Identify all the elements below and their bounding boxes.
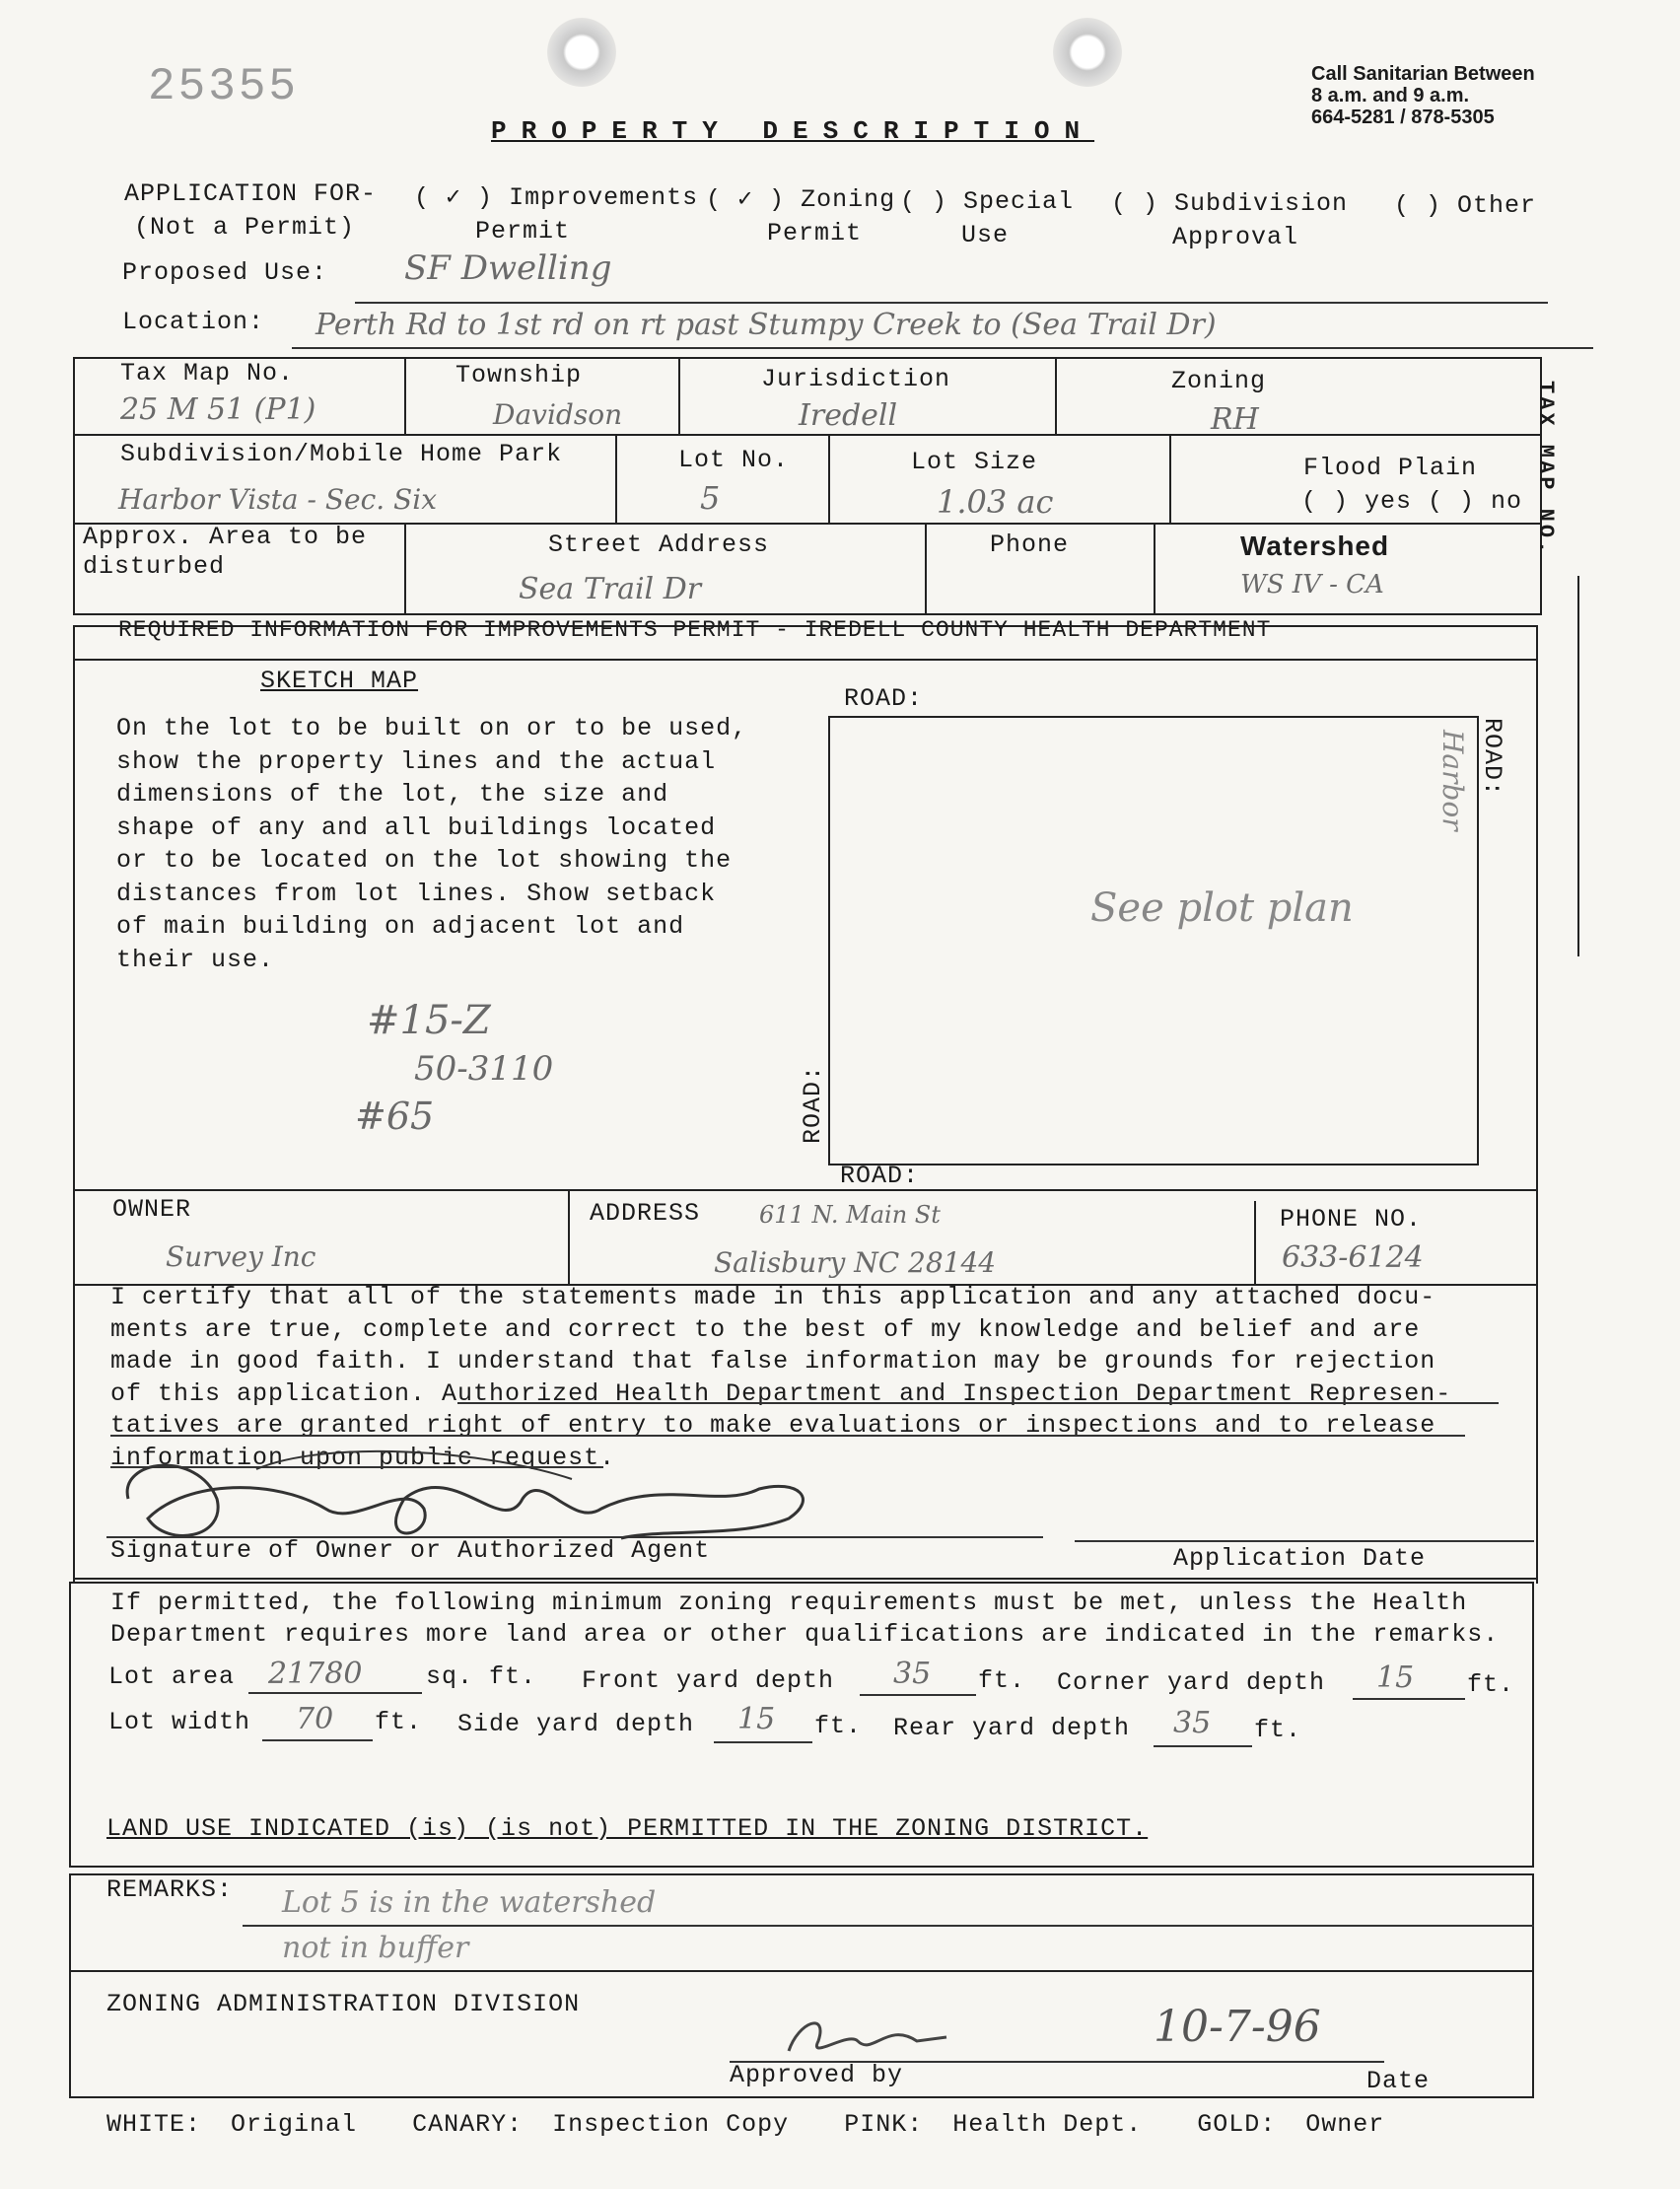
certification-underline-1	[457, 1402, 1499, 1404]
lot-size-label: Lot Size	[911, 448, 1038, 476]
zoning-admin-label: ZONING ADMINISTRATION DIVISION	[106, 1990, 581, 2018]
form-number: 25355	[148, 61, 300, 112]
white-value: Original	[231, 2110, 358, 2139]
lot-width-value[interactable]: 70	[296, 1702, 334, 1736]
proposed-use-value[interactable]: SF Dwelling	[404, 248, 612, 288]
lot-area-label: Lot area	[108, 1662, 236, 1691]
rear-yard-label: Rear yard depth	[893, 1714, 1131, 1742]
instruction-line: or to be located on the lot showing the	[116, 846, 733, 875]
street-address-value[interactable]: Sea Trail Dr	[519, 572, 702, 606]
tax-map-label: Tax Map No.	[120, 359, 295, 388]
sketch-instructions	[116, 712, 747, 976]
instruction-line: On the lot to be built on or to be used,	[116, 714, 748, 742]
approved-date-value[interactable]: 10-7-96	[1154, 2002, 1321, 2052]
improvements-left-border	[73, 625, 75, 1191]
road-label-bottom: ROAD:	[840, 1162, 920, 1190]
subdivision-label-1: Subdivision	[1174, 189, 1349, 218]
address-line-2[interactable]: Salisbury NC 28144	[714, 1246, 997, 1279]
special-use-label-2: Use	[961, 221, 1010, 249]
jurisdiction-value[interactable]: Iredell	[799, 398, 898, 433]
sq-ft-label: sq. ft.	[426, 1662, 537, 1691]
address-label: ADDRESS	[590, 1199, 701, 1228]
area-disturbed-line1: Approx. Area to be	[83, 523, 368, 551]
side-yard-ft: ft.	[814, 1712, 863, 1740]
corner-yard-label: Corner yard depth	[1057, 1668, 1326, 1697]
corner-yard-value[interactable]: 15	[1376, 1660, 1415, 1695]
flood-plain-label: Flood Plain	[1303, 454, 1478, 482]
zoning-intro	[110, 1588, 1499, 1651]
option-subdivision-approval[interactable]	[1111, 187, 1348, 254]
area-disturbed-label	[83, 523, 367, 582]
page-title: PROPERTY DESCRIPTION	[491, 116, 1095, 146]
lot-width-ft: ft.	[375, 1708, 423, 1736]
lot-area-value[interactable]: 21780	[268, 1657, 363, 1691]
handwritten-note-3: #65	[355, 1094, 435, 1138]
certification-line: I certify that all of the statements made in this application and any attached docu-	[110, 1283, 1436, 1311]
sketch-map-title: SKETCH MAP	[260, 667, 419, 695]
jurisdiction-label: Jurisdiction	[761, 365, 951, 393]
divider	[404, 523, 406, 615]
zoning-permit-label-2: Permit	[767, 219, 863, 247]
application-label-line2: (Not a Permit)	[134, 213, 356, 242]
remarks-value-1[interactable]: Lot 5 is in the watershed	[282, 1885, 657, 1920]
location-value[interactable]: Perth Rd to 1st rd on rt past Stumpy Creek to (Sea Trail Dr)	[315, 308, 1217, 342]
road-label-left: ROAD:	[799, 1064, 827, 1144]
option-special-use[interactable]	[900, 185, 1074, 252]
punch-hole-right	[1053, 18, 1122, 87]
certification-line: made in good faith. I understand that false information may be grounds for rejection	[110, 1347, 1436, 1376]
lot-width-line	[262, 1739, 373, 1741]
improvements-checkbox[interactable]: ( ✓ )	[414, 183, 494, 212]
zoning-permit-label-1: Zoning	[801, 185, 896, 214]
divider	[615, 434, 617, 523]
township-value[interactable]: Davidson	[493, 398, 623, 431]
front-yard-ft: ft.	[978, 1666, 1026, 1695]
subdivision-label-2: Approval	[1172, 223, 1299, 251]
owner-label: OWNER	[112, 1195, 192, 1224]
handwritten-note-1: #15-Z	[367, 998, 491, 1043]
certification-bottom	[73, 1578, 1538, 1580]
lot-width-label: Lot width	[108, 1708, 251, 1736]
punch-hole-left	[547, 18, 616, 87]
special-use-checkbox[interactable]: ( )	[900, 187, 948, 216]
phone-no-label: PHONE NO.	[1280, 1205, 1423, 1234]
sanitarian-notice	[1311, 63, 1535, 128]
flood-plain-options[interactable]: ( ) yes ( ) no	[1301, 487, 1523, 516]
divider	[828, 434, 830, 523]
certification-line: of this application. Authorized Health Department and Inspection Department Represen-	[110, 1378, 1452, 1408]
side-road-note: Harbor	[1436, 730, 1469, 831]
side-yard-label: Side yard depth	[457, 1710, 695, 1738]
lot-area-line	[248, 1692, 422, 1694]
application-label	[124, 177, 377, 245]
front-yard-value[interactable]: 35	[893, 1657, 932, 1691]
improvements-header-divider	[73, 659, 1538, 661]
copy-distribution	[106, 2110, 1384, 2139]
corner-yard-ft: ft.	[1467, 1670, 1515, 1699]
divider	[568, 1189, 570, 1284]
sanitarian-line-2: 8 a.m. and 9 a.m.	[1311, 85, 1470, 106]
certification-line: ments are true, complete and correct to the best of my knowledge and belief and are	[110, 1314, 1421, 1344]
instruction-line: of main building on adjacent lot and	[116, 912, 685, 941]
divider	[1254, 1201, 1256, 1284]
divider	[925, 523, 927, 615]
certification-line: information upon public request.	[110, 1443, 616, 1472]
gold-value: Owner	[1305, 2110, 1385, 2139]
lot-size-value[interactable]: 1.03 ac	[937, 483, 1054, 521]
address-line-1[interactable]: 611 N. Main St	[759, 1201, 941, 1229]
lot-no-label: Lot No.	[678, 446, 790, 474]
improvements-right-border	[1536, 625, 1538, 1191]
area-disturbed-line2: disturbed	[83, 552, 226, 581]
option-other[interactable]	[1394, 191, 1536, 220]
divider	[1055, 357, 1057, 434]
canary-value: Inspection Copy	[552, 2110, 790, 2139]
subdivision-value[interactable]: Harbor Vista - Sec. Six	[118, 483, 437, 516]
special-use-label-1: Special	[963, 187, 1075, 216]
lot-no-value[interactable]: 5	[700, 479, 721, 517]
divider	[1536, 1189, 1538, 1584]
handwritten-note-2: 50-3110	[414, 1049, 554, 1089]
proposed-use-line	[355, 302, 1548, 304]
location-line	[292, 347, 1593, 349]
road-label-right: ROAD:	[1478, 718, 1506, 798]
instruction-line: dimensions of the lot, the size and	[116, 780, 669, 809]
zoning-label: Zoning	[1171, 367, 1267, 395]
canary-label: CANARY:	[412, 2110, 524, 2139]
instruction-line: shape of any and all buildings located	[116, 812, 717, 842]
sketch-note: See plot plan	[1090, 885, 1354, 931]
tax-map-value[interactable]: 25 M 51 (P1)	[120, 392, 316, 427]
sketch-map-area[interactable]	[828, 716, 1479, 1165]
location-label: Location:	[122, 308, 265, 336]
application-date-label: Application Date	[1173, 1544, 1427, 1573]
zoning-value[interactable]: RH	[1211, 402, 1259, 437]
pink-value: Health Dept.	[952, 2110, 1143, 2139]
option-zoning-permit[interactable]	[706, 183, 895, 250]
pink-label: PINK:	[844, 2110, 924, 2139]
remarks-value-2[interactable]: not in buffer	[282, 1931, 469, 1965]
remarks-line-1	[243, 1925, 1534, 1927]
certification-underline-2	[110, 1435, 1465, 1437]
divider	[678, 357, 680, 434]
divider	[1154, 523, 1155, 615]
sanitarian-line-1: Call Sanitarian Between	[1311, 63, 1535, 85]
sanitarian-phones: 664-5281 / 878-5305	[1311, 106, 1495, 128]
divider	[73, 1189, 75, 1584]
zoning-intro-line1: If permitted, the following minimum zoning requirements must be met, unless the Health	[110, 1589, 1468, 1617]
rear-yard-value[interactable]: 35	[1173, 1706, 1212, 1740]
side-yard-value[interactable]: 15	[737, 1702, 776, 1736]
divider	[404, 357, 406, 434]
other-checkbox[interactable]: ( )	[1394, 191, 1442, 220]
improvements-label-1: Improvements	[509, 183, 699, 212]
option-improvements-permit[interactable]	[414, 181, 698, 248]
instruction-line: show the property lines and the actual	[116, 746, 717, 776]
owner-value[interactable]: Survey Inc	[166, 1240, 316, 1273]
land-use-statement[interactable]: LAND USE INDICATED (is) (is not) PERMITTED IN THE ZONING DISTRICT.	[106, 1814, 1149, 1843]
side-yard-line	[714, 1741, 812, 1743]
property-table-row1-divider	[73, 434, 1542, 436]
instruction-line: their use.	[116, 945, 275, 974]
certification-line: tatives are granted right of entry to make evaluations or inspections and to release	[110, 1411, 1436, 1440]
proposed-use-label: Proposed Use:	[122, 258, 328, 287]
tax-map-side-line	[1577, 576, 1579, 956]
phone-label: Phone	[990, 530, 1070, 559]
gold-label: GOLD:	[1197, 2110, 1277, 2139]
watershed-label: Watershed	[1240, 530, 1390, 561]
zoning-checkbox[interactable]: ( ✓ )	[706, 185, 786, 214]
remarks-label: REMARKS:	[106, 1875, 234, 1904]
street-address-label: Street Address	[548, 530, 770, 559]
approved-by-label: Approved by	[730, 2061, 904, 2089]
white-label: WHITE:	[106, 2110, 202, 2139]
road-label-top: ROAD:	[844, 684, 924, 713]
application-date-line	[1075, 1540, 1534, 1542]
rear-yard-ft: ft.	[1254, 1716, 1302, 1744]
front-yard-line	[860, 1694, 976, 1696]
corner-yard-line	[1353, 1698, 1465, 1700]
other-label: Other	[1457, 191, 1537, 220]
instruction-line: distances from lot lines. Show setback	[116, 879, 717, 908]
phone-no-value[interactable]: 633-6124	[1282, 1240, 1424, 1275]
admin-date-label: Date	[1366, 2067, 1431, 2095]
subdivision-label: Subdivision/Mobile Home Park	[120, 440, 563, 468]
township-label: Township	[455, 361, 583, 389]
remarks-divider	[69, 1970, 1534, 1972]
signature-label: Signature of Owner or Authorized Agent	[110, 1536, 711, 1565]
front-yard-label: Front yard depth	[582, 1666, 835, 1695]
application-label-line1: APPLICATION FOR-	[124, 179, 378, 208]
subdivision-checkbox[interactable]: ( )	[1111, 189, 1159, 218]
improvements-label-2: Permit	[475, 217, 571, 246]
tax-map-side-label: TAX MAP NO.	[1533, 381, 1558, 557]
divider	[1169, 434, 1171, 523]
owner-row-top	[73, 1189, 1538, 1191]
zoning-intro-line2: Department requires more land area or other qualifications are indicated in the remarks.	[110, 1620, 1500, 1649]
watershed-value[interactable]: WS IV - CA	[1240, 570, 1384, 600]
improvements-header: REQUIRED INFORMATION FOR IMPROVEMENTS PERMIT - IREDELL COUNTY HEALTH DEPARTMENT	[118, 617, 1272, 643]
rear-yard-line	[1154, 1745, 1252, 1747]
